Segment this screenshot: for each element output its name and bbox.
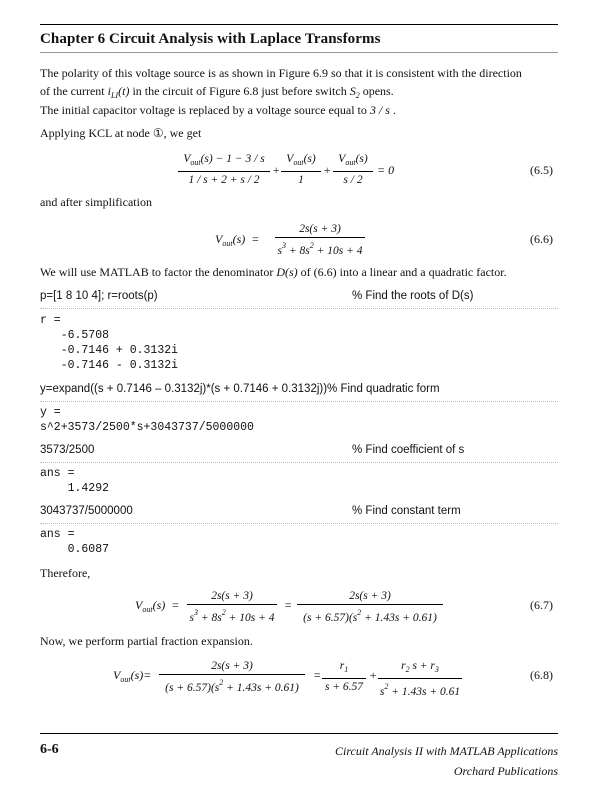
eq65-fraction-3	[333, 152, 373, 187]
eq65-f2-denominator: 1	[298, 174, 304, 186]
matlab-command-3: 3573/2500	[40, 444, 95, 456]
eq67-f2-denominator: $(s + 6.57)(s^2 + 1.43s + 0.61)$	[303, 608, 437, 624]
eq68-f1-denominator: $(s + 6.57)(s^2 + 1.43s + 0.61)$	[165, 678, 299, 694]
eq65-rhs: = 0	[377, 163, 395, 177]
paragraph-6: Therefore,	[40, 566, 91, 580]
eq67-f2-numerator: 2s(s + 3)	[349, 590, 391, 602]
paragraph-1-line-1: The polarity of this voltage source is as shown in Figure 6.9 so that it is consistent with the direction	[40, 66, 522, 80]
matlab-comment-4: % Find constant term	[352, 505, 461, 517]
publisher: Orchard Publications	[453, 764, 558, 778]
matlab-output-3: ans = 1.4292	[40, 467, 110, 495]
eq66-number: (6.6)	[530, 232, 553, 246]
eq68-equals: =	[313, 668, 322, 682]
eq68-f3-denominator: $s^2 + 1.43s + 0.61$	[379, 682, 461, 698]
eq67-f1-numerator: 2s(s + 3)	[211, 590, 253, 602]
eq65-fraction-2	[281, 152, 321, 187]
paragraph-5: We will use MATLAB to factor the denominator D(s) of (6.6) into a linear and a quadratic factor.	[40, 265, 507, 279]
eq65-f1-numerator: $V_{out}(s) - 1 - 3 / s$	[183, 153, 265, 167]
paragraph-2: The initial capacitor voltage is replaced by a voltage source equal to 3 / s .	[40, 103, 396, 117]
eq65-f3-denominator: s / 2	[343, 174, 363, 186]
eq65-f3-numerator: $V_{out}(s)$	[338, 153, 368, 167]
eq68-f2-numerator: $r_1$	[339, 660, 349, 674]
eq66-denominator: $s^3 + 8s^2 + 10s + 4$	[277, 241, 363, 257]
header-rule	[40, 52, 558, 53]
chapter-header: Chapter 6 Circuit Analysis with Laplace Transforms	[40, 31, 381, 47]
eq66-numerator: 2s(s + 3)	[299, 223, 341, 235]
matlab-divider-2	[40, 401, 558, 402]
eq65-number: (6.5)	[530, 163, 553, 177]
paragraph-7: Now, we perform partial fraction expansion.	[40, 634, 253, 648]
matlab-divider-4	[40, 523, 558, 524]
matlab-divider-3	[40, 462, 558, 463]
matlab-comment-1: % Find the roots of D(s)	[352, 290, 474, 302]
matlab-comment-3: % Find coefficient of s	[352, 444, 465, 456]
matlab-output-1: r = -6.5708 -0.7146 + 0.3132i -0.7146 - 0.3132i	[40, 314, 179, 372]
matlab-output-4: ans = 0.6087	[40, 528, 110, 556]
eq68-f1-numerator: 2s(s + 3)	[211, 660, 253, 672]
eq68-fraction-3	[378, 659, 462, 699]
footer-rule	[40, 733, 558, 734]
eq67-number: (6.7)	[530, 598, 553, 612]
eq67-f1-denominator: $s^3 + 8s^2 + 10s + 4$	[189, 608, 275, 624]
eq65-f2-numerator: $V_{out}(s)$	[286, 153, 316, 167]
page-number: 6-6	[40, 742, 59, 757]
matlab-output-2: y = s^2+3573/2500*s+3043737/5000000	[40, 406, 254, 434]
eq68-lhs: $V_{out}(s)=$	[113, 668, 152, 684]
eq68-number: (6.8)	[530, 668, 553, 682]
matlab-command-2: y=expand((s + 0.7146 – 0.3132j)*(s + 0.7146 + 0.3132j))% Find quadratic form	[40, 383, 440, 395]
eq67-lhs: $V_{out}(s)$ =	[135, 598, 180, 614]
top-rule	[40, 24, 558, 25]
eq67-equals: =	[284, 598, 293, 612]
eq68-plus: +	[369, 668, 378, 682]
matlab-command-1: p=[1 8 10 4]; r=roots(p)	[40, 290, 158, 302]
eq68-fraction-2	[322, 659, 366, 694]
paragraph-4: and after simplification	[40, 195, 152, 209]
eq67-fraction-1	[187, 589, 277, 625]
eq67-fraction-2	[297, 589, 443, 625]
matlab-command-4: 3043737/5000000	[40, 505, 133, 517]
eq66-fraction	[275, 222, 365, 258]
eq65-fraction-1	[178, 152, 270, 187]
matlab-divider-1	[40, 308, 558, 309]
eq66-lhs: $V_{out}(s)$ =	[215, 232, 260, 248]
paragraph-1-line-2: of the current $i_{LI}(t)$ in the circuit of Figure 6.8 just before switch $S_2$ opens.	[40, 84, 394, 100]
eq68-f2-denominator: s + 6.57	[324, 681, 364, 693]
eq68-fraction-1	[159, 659, 305, 695]
paragraph-3: Applying KCL at node ①, we get	[40, 126, 202, 140]
book-title: Circuit Analysis II with MATLAB Applications	[334, 744, 558, 758]
eq68-f3-numerator: $r_2$ $s + r_3$	[401, 660, 439, 674]
eq65-f1-denominator: 1 / s + 2 + s / 2	[188, 174, 260, 186]
